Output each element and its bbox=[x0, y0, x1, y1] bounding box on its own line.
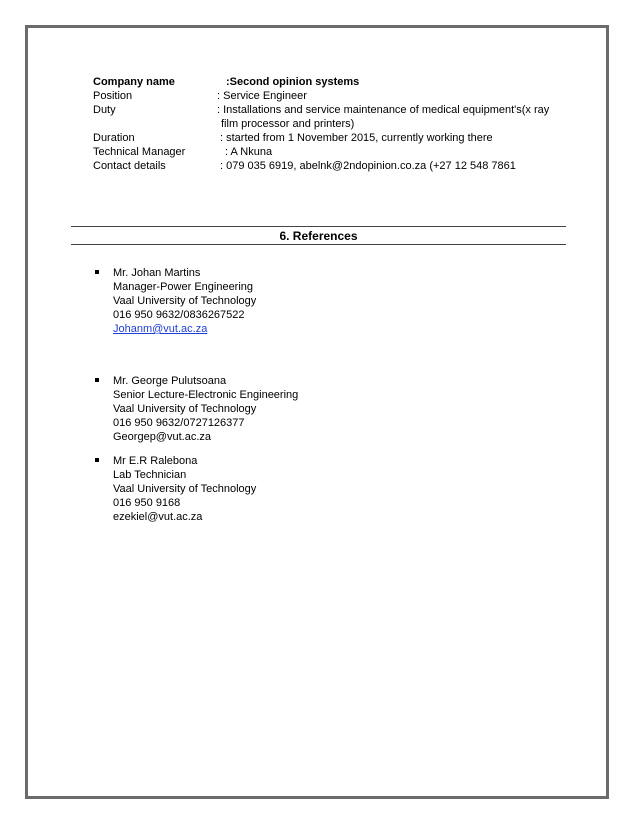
position-label: Position bbox=[93, 90, 133, 102]
duration-value: : started from 1 November 2015, currently working there bbox=[220, 132, 493, 144]
bullet-icon bbox=[95, 378, 99, 382]
reference-org: Vaal University of Technology bbox=[113, 483, 257, 495]
bullet-icon bbox=[95, 458, 99, 462]
reference-org: Vaal University of Technology bbox=[113, 295, 257, 307]
reference-phone: 016 950 9632/0727126377 bbox=[113, 417, 245, 429]
reference-email-link[interactable]: Johanm@vut.ac.za bbox=[113, 323, 208, 335]
duration-label: Duration bbox=[93, 132, 135, 144]
reference-title: Senior Lecture-Electronic Engineering bbox=[113, 389, 299, 401]
reference-name: Mr. Johan Martins bbox=[113, 267, 201, 279]
manager-value: : A Nkuna bbox=[225, 146, 273, 158]
reference-title: Manager-Power Engineering bbox=[113, 281, 254, 293]
manager-label: Technical Manager bbox=[93, 146, 186, 158]
bullet-icon bbox=[95, 270, 99, 274]
company-value: :Second opinion systems bbox=[226, 76, 360, 88]
reference-email: Georgep@vut.ac.za bbox=[113, 431, 211, 443]
reference-phone: 016 950 9168 bbox=[113, 497, 181, 509]
references-heading: 6. References bbox=[279, 229, 358, 243]
position-value: : Service Engineer bbox=[217, 90, 307, 102]
contact-value: : 079 035 6919, abelnk@2ndopinion.co.za (+27 12 548 7861 bbox=[220, 160, 516, 172]
company-label: Company name bbox=[93, 76, 175, 88]
reference-phone: 016 950 9632/0836267522 bbox=[113, 309, 245, 321]
reference-name: Mr E.R Ralebona bbox=[113, 455, 198, 467]
heading-rule-top bbox=[71, 226, 566, 227]
contact-label: Contact details bbox=[93, 160, 166, 172]
duty-value-line-1: : Installations and service maintenance of medical equipment's(x ray bbox=[217, 104, 550, 116]
reference-email: ezekiel@vut.ac.za bbox=[113, 511, 203, 523]
heading-rule-bottom bbox=[71, 244, 566, 245]
reference-name: Mr. George Pulutsoana bbox=[113, 375, 227, 387]
reference-org: Vaal University of Technology bbox=[113, 403, 257, 415]
duty-label: Duty bbox=[93, 104, 116, 116]
reference-title: Lab Technician bbox=[113, 469, 187, 481]
duty-value-line-2: film processor and printers) bbox=[221, 118, 355, 130]
